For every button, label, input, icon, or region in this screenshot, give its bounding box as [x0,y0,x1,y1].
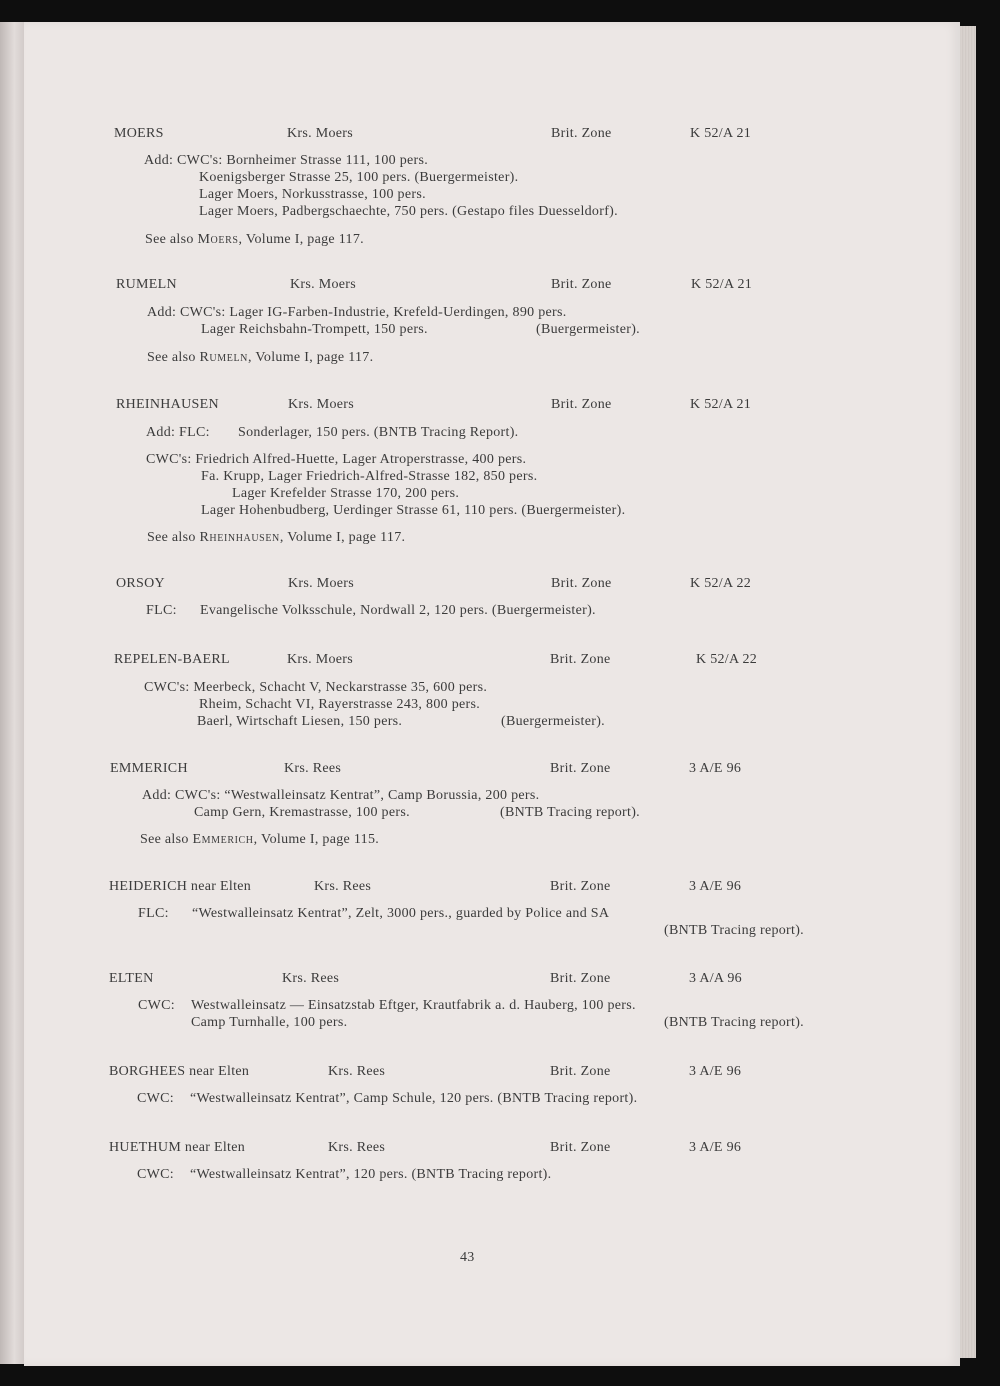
entry-line: FLC: [146,603,177,618]
entry-zone: Brit. Zone [551,576,612,591]
entry-line: CWC's: Friedrich Alfred-Huette, Lager Atroperstrasse, 400 pers. [146,452,527,467]
entry-zone: Brit. Zone [551,126,612,141]
entry-zone: Brit. Zone [550,652,611,667]
see-also-line [147,530,405,546]
entry-reference: 3 A/E 96 [689,879,742,894]
entry-line: CWC: [137,1091,174,1106]
see-also-line [145,232,364,248]
entry-zone: Brit. Zone [550,1140,611,1155]
entry-line: (BNTB Tracing report). [664,1015,804,1030]
entry-zone: Brit. Zone [550,761,611,776]
entry-line: Camp Gern, Kremastrasse, 100 pers. [194,805,410,820]
entry-line: Fa. Krupp, Lager Friedrich-Alfred-Strasse 182, 850 pers. [201,469,538,484]
entry-line: Camp Turnhalle, 100 pers. [191,1015,348,1030]
entry-zone: Brit. Zone [550,1064,611,1079]
entry-line: Rheim, Schacht VI, Rayerstrasse 243, 800 pers. [199,697,481,712]
see-also-suffix: , Volume I, page 115. [253,832,380,847]
entry-line: CWC: [138,998,175,1013]
entry-town: HEIDERICH near Elten [109,879,252,894]
entry-reference: 3 A/E 96 [689,1140,742,1155]
entry-reference: 3 A/A 96 [689,971,742,986]
entry-line: Baerl, Wirtschaft Liesen, 150 pers. [197,714,403,729]
see-also-name: Rheinhausen [199,530,280,545]
see-also-suffix: , Volume I, page 117. [279,530,406,545]
entry-line: Add: FLC: [146,425,210,440]
entry-line: (BNTB Tracing report). [664,923,804,938]
see-also-prefix: See also [147,350,196,365]
entry-district: Krs. Rees [328,1140,386,1155]
entry-line: Add: CWC's: Lager IG-Farben-Industrie, Krefeld-Uerdingen, 890 pers. [147,305,567,320]
entry-line: Add: CWC's: Bornheimer Strasse 111, 100 pers. [144,153,429,168]
entry-town: ELTEN [109,971,154,986]
document-page [24,22,960,1366]
entry-town: MOERS [114,126,164,141]
entry-district: Krs. Rees [328,1064,386,1079]
entry-reference: K 52/A 22 [696,652,758,667]
entry-line: (Buergermeister). [536,322,640,337]
entry-line: CWC: [137,1167,174,1182]
entry-line: Lager Hohenbudberg, Uerdinger Strasse 61, 110 pers. (Buergermeister). [201,503,626,518]
see-also-prefix: See also [140,832,189,847]
entry-zone: Brit. Zone [550,879,611,894]
entry-line: Sonderlager, 150 pers. (BNTB Tracing Report). [238,425,519,440]
see-also-name: Moers [197,232,239,247]
entry-town: HUETHUM near Elten [109,1140,246,1155]
entry-line: Lager Krefelder Strasse 170, 200 pers. [232,486,460,501]
entry-district: Krs. Rees [282,971,340,986]
entry-reference: K 52/A 21 [691,277,753,292]
see-also-line [140,832,379,848]
see-also-prefix: See also [145,232,194,247]
entry-district: Krs. Rees [284,761,342,776]
see-also-line [147,350,373,366]
see-also-prefix: See also [147,530,196,545]
entry-line: “Westwalleinsatz Kentrat”, 120 pers. (BNTB Tracing report). [190,1167,552,1182]
entry-line: Westwalleinsatz — Einsatzstab Eftger, Krautfabrik a. d. Hauberg, 100 pers. [191,998,636,1013]
entry-line: “Westwalleinsatz Kentrat”, Camp Schule, 120 pers. (BNTB Tracing report). [190,1091,638,1106]
entry-line: (Buergermeister). [501,714,605,729]
entry-town: BORGHEES near Elten [109,1064,250,1079]
entry-reference: K 52/A 22 [690,576,752,591]
entry-line: Add: CWC's: “Westwalleinsatz Kentrat”, Camp Borussia, 200 pers. [142,788,540,803]
entry-line: CWC's: Meerbeck, Schacht V, Neckarstrasse 35, 600 pers. [144,680,488,695]
entry-district: Krs. Moers [287,652,353,667]
entry-district: Krs. Moers [287,126,353,141]
entry-zone: Brit. Zone [551,397,612,412]
previous-page-edge [0,22,26,1364]
entry-line: Koenigsberger Strasse 25, 100 pers. (Buergermeister). [199,170,519,185]
entry-district: Krs. Moers [290,277,356,292]
entry-district: Krs. Moers [288,397,354,412]
entry-line: Evangelische Volksschule, Nordwall 2, 120 pers. (Buergermeister). [200,603,596,618]
entry-town: EMMERICH [110,761,188,776]
entry-line: FLC: [138,906,169,921]
entry-line: “Westwalleinsatz Kentrat”, Zelt, 3000 pers., guarded by Police and SA [192,906,610,921]
see-also-suffix: , Volume I, page 117. [238,232,364,247]
see-also-name: Rumeln [199,350,248,365]
entry-town: ORSOY [116,576,165,591]
entry-town: RUMELN [116,277,177,292]
entry-line: Lager Moers, Padbergschaechte, 750 pers. (Gestapo files Duesseldorf). [199,204,618,219]
entry-town: REPELEN-BAERL [114,652,230,667]
entry-district: Krs. Moers [288,576,354,591]
entry-zone: Brit. Zone [551,277,612,292]
entry-reference: K 52/A 21 [690,397,752,412]
entry-line: Lager Reichsbahn-Trompett, 150 pers. [201,322,428,337]
entry-line: (BNTB Tracing report). [500,805,640,820]
see-also-suffix: , Volume I, page 117. [247,350,374,365]
page-number: 43 [460,1250,475,1265]
entry-reference: 3 A/E 96 [689,1064,742,1079]
entry-reference: 3 A/E 96 [689,761,742,776]
entry-town: RHEINHAUSEN [116,397,219,412]
entry-line: Lager Moers, Norkusstrasse, 100 pers. [199,187,426,202]
entry-zone: Brit. Zone [550,971,611,986]
entry-reference: K 52/A 21 [690,126,752,141]
see-also-name: Emmerich [192,832,254,847]
entry-district: Krs. Rees [314,879,372,894]
